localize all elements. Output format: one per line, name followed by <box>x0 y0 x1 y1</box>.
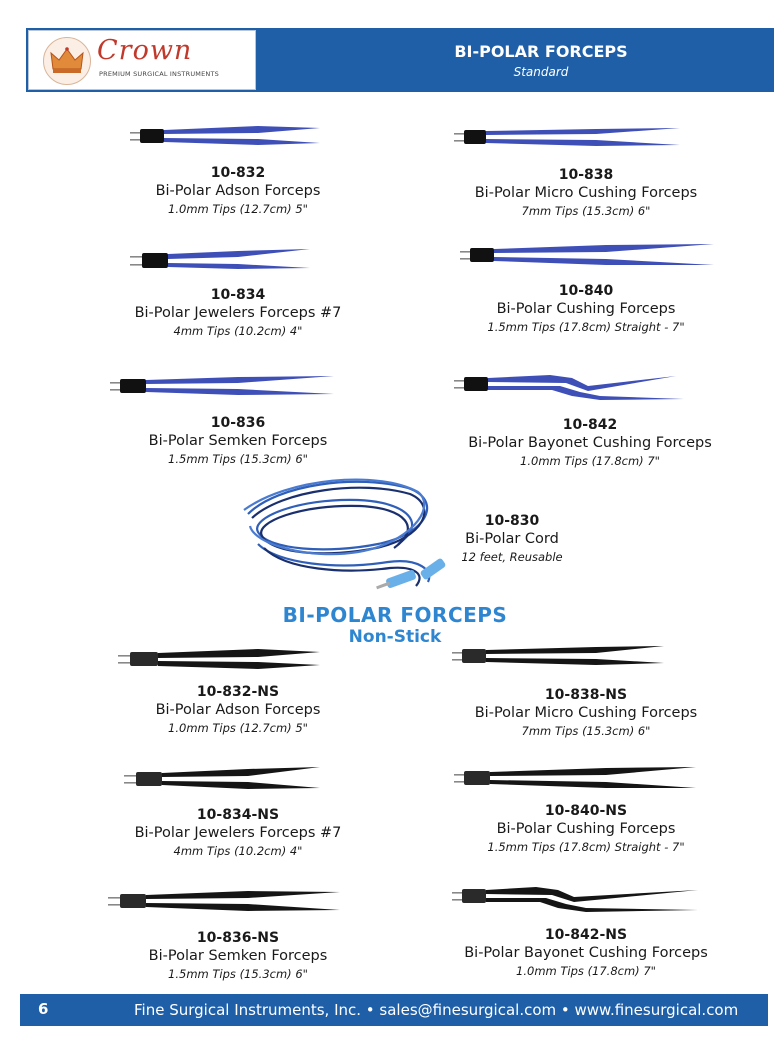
footer-contact[interactable]: Fine Surgical Instruments, Inc. • sales@finesurgical.com • www.finesurgical.com <box>134 1001 739 1019</box>
adson-forceps-image <box>88 120 388 164</box>
page-subtitle: Standard <box>513 65 569 79</box>
product-name: Bi-Polar Micro Cushing Forceps <box>474 705 698 721</box>
product-name: Bi-Polar Semken Forceps <box>148 433 328 449</box>
adson-ns-forceps-image <box>88 643 388 683</box>
semken-ns-forceps-image <box>88 885 388 929</box>
product-10-842[interactable] <box>440 366 740 469</box>
product-10-840-NS[interactable] <box>436 762 736 855</box>
product-name: Bi-Polar Cushing Forceps <box>496 301 676 317</box>
product-spec: 1.5mm Tips (15.3cm) 6" <box>168 452 308 466</box>
product-10-834[interactable] <box>88 244 388 339</box>
product-code: 10-842 <box>562 417 618 433</box>
brand-tagline: PREMIUM SURGICAL INSTRUMENTS <box>99 70 219 78</box>
nonstick-subtitle: Non-Stick <box>348 627 442 647</box>
brand-name: Crown <box>97 35 193 66</box>
product-name: Bi-Polar Adson Forceps <box>155 702 321 718</box>
semken-forceps-image <box>88 370 388 414</box>
product-10-838[interactable] <box>436 122 736 219</box>
product-code: 10-838 <box>558 167 614 183</box>
bayonet-cushing-ns-forceps-image <box>436 880 736 926</box>
product-code: 10-834-NS <box>196 807 280 823</box>
product-spec: 1.0mm Tips (17.8cm) 7" <box>516 964 656 978</box>
product-name: Bi-Polar Jewelers Forceps #7 <box>134 825 342 841</box>
micro-cushing-forceps-image <box>436 122 736 166</box>
product-spec: 1.0mm Tips (12.7cm) 5" <box>168 721 308 735</box>
product-10-838-NS[interactable] <box>436 640 736 739</box>
brand-logo[interactable] <box>28 30 256 90</box>
product-spec: 4mm Tips (10.2cm) 4" <box>173 844 303 858</box>
page-title: BI-POLAR FORCEPS <box>454 42 628 61</box>
product-spec: 1.5mm Tips (17.8cm) Straight - 7" <box>487 840 685 854</box>
footer-bar <box>20 994 768 1026</box>
crown-logo-icon <box>43 37 91 85</box>
cushing-ns-forceps-image <box>436 762 736 802</box>
product-spec: 7mm Tips (15.3cm) 6" <box>521 204 651 218</box>
product-code: 10-836 <box>210 415 266 431</box>
product-spec: 7mm Tips (15.3cm) 6" <box>521 724 651 738</box>
page-number: 6 <box>38 1000 49 1018</box>
product-10-834-NS[interactable] <box>88 762 388 859</box>
product-name: Bi-Polar Jewelers Forceps #7 <box>134 305 342 321</box>
product-name: Bi-Polar Adson Forceps <box>155 183 321 199</box>
nonstick-title: BI-POLAR FORCEPS <box>282 603 508 627</box>
product-spec: 4mm Tips (10.2cm) 4" <box>173 324 303 338</box>
product-10-836-NS[interactable] <box>88 885 388 982</box>
product-code: 10-838-NS <box>544 687 628 703</box>
product-name: Bi-Polar Bayonet Cushing Forceps <box>464 945 708 961</box>
product-name: Bi-Polar Micro Cushing Forceps <box>474 185 698 201</box>
bayonet-cushing-forceps-image <box>440 366 740 416</box>
product-code: 10-834 <box>210 287 266 303</box>
product-code: 10-836-NS <box>196 930 280 946</box>
product-spec: 1.5mm Tips (17.8cm) Straight - 7" <box>487 320 685 334</box>
product-10-832-NS[interactable] <box>88 643 388 736</box>
product-name: Bi-Polar Semken Forceps <box>148 948 328 964</box>
product-10-836[interactable] <box>88 370 388 467</box>
product-code: 10-830 <box>484 513 540 529</box>
product-spec: 1.5mm Tips (15.3cm) 6" <box>168 967 308 981</box>
product-code: 10-832 <box>210 165 266 181</box>
product-name: Bi-Polar Bayonet Cushing Forceps <box>468 435 712 451</box>
micro-cushing-ns-forceps-image <box>436 640 736 686</box>
product-spec: 12 feet, Reusable <box>461 550 563 564</box>
jewelers-ns-forceps-image <box>88 762 388 806</box>
product-code: 10-840 <box>558 283 614 299</box>
product-spec: 1.0mm Tips (12.7cm) 5" <box>168 202 308 216</box>
product-10-840[interactable] <box>436 238 736 335</box>
product-10-832[interactable] <box>88 120 388 217</box>
product-spec: 1.0mm Tips (17.8cm) 7" <box>520 454 660 468</box>
product-name: Bi-Polar Cord <box>465 531 559 547</box>
header-bar <box>26 28 774 92</box>
product-code: 10-840-NS <box>544 803 628 819</box>
product-name: Bi-Polar Cushing Forceps <box>496 821 676 837</box>
product-code: 10-842-NS <box>544 927 628 943</box>
cushing-forceps-image <box>436 238 736 282</box>
jewelers-forceps-image <box>88 244 388 286</box>
product-10-842-NS[interactable] <box>436 880 736 979</box>
product-code: 10-832-NS <box>196 684 280 700</box>
